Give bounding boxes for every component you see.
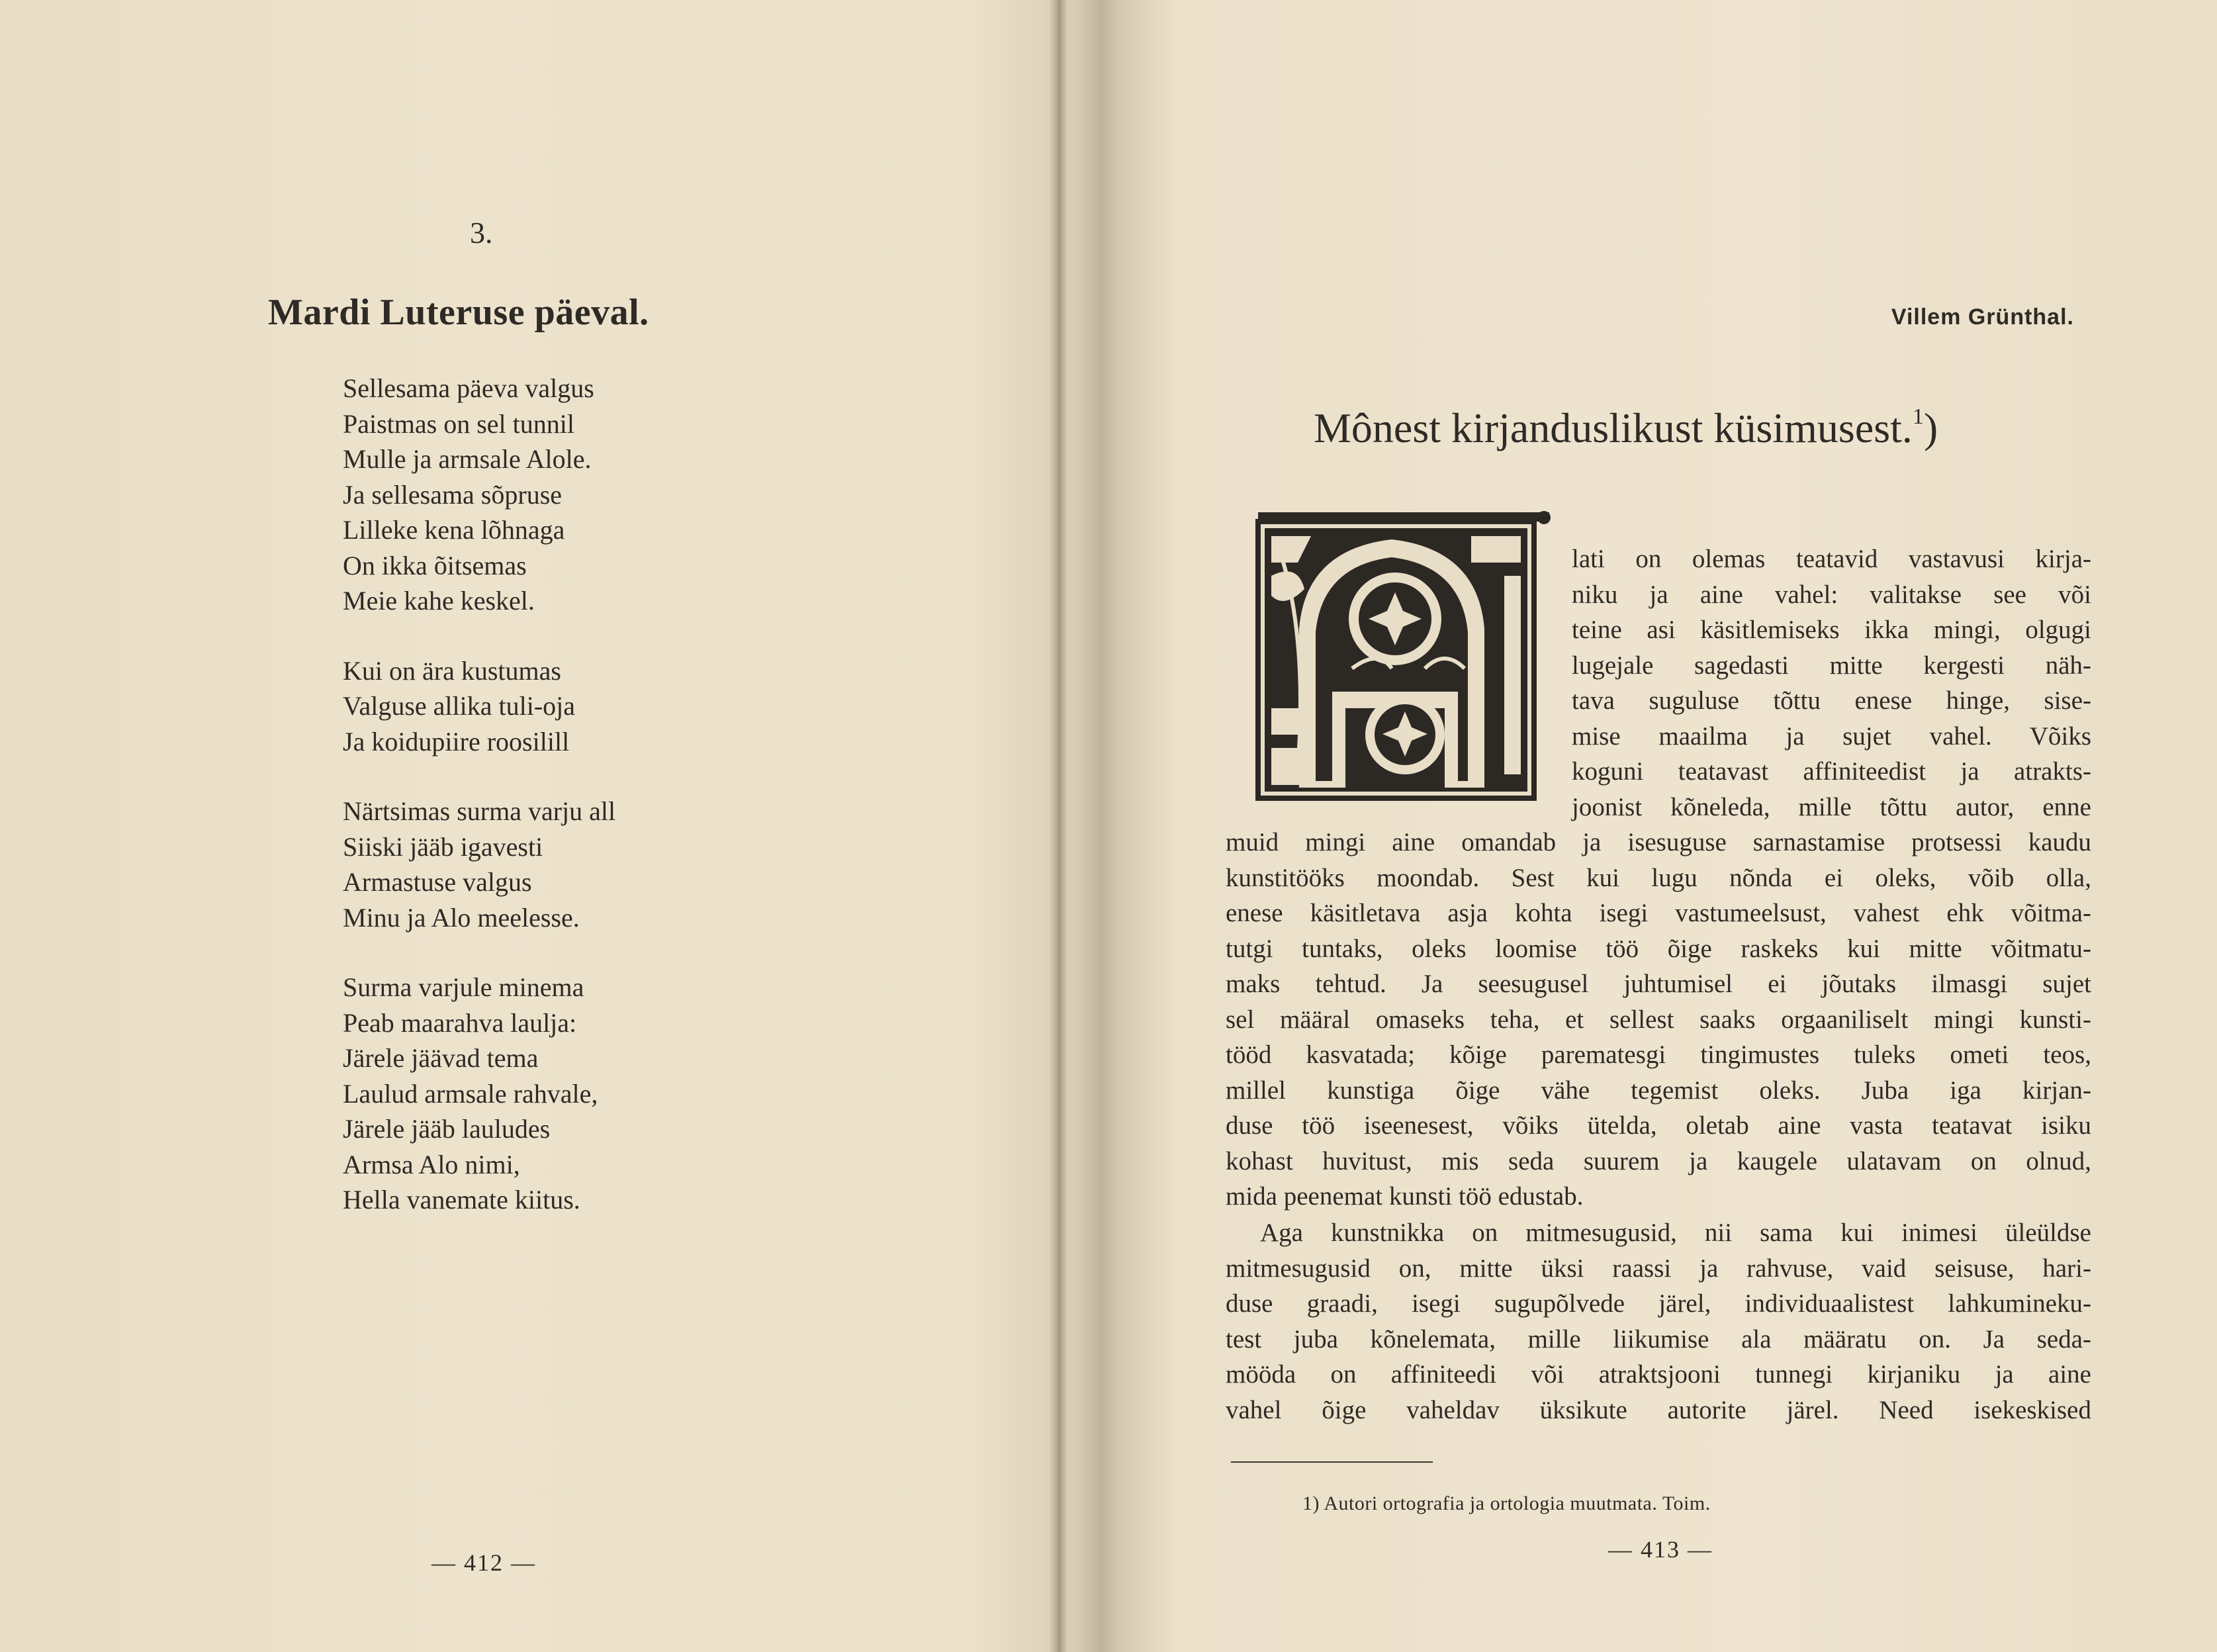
text-line: millel kunstiga õige vähe tegemist oleks. Juba iga kirjan- <box>1226 1076 2091 1105</box>
title-footnote-mark: 1 <box>1912 404 1924 429</box>
text-line: kunstitööks moondab. Sest kui lugu nõnda ei oleks, võib olla, <box>1226 863 2091 892</box>
poem-stanza <box>343 794 615 935</box>
text-line: mida peenemat kunsti töö edustab. <box>1226 1182 1584 1211</box>
poem-line: On ikka õitsemas <box>343 550 527 580</box>
text-line: mitmesugusid on, mitte üksi raassi ja rahvuse, vaid seisuse, hari- <box>1226 1254 2091 1283</box>
text-line: maks tehtud. Ja seesugusel juhtumisel ei jõutaks ilmasgi sujet <box>1226 970 2091 998</box>
poem-line: Laulud armsale rahvale, <box>343 1078 598 1109</box>
text-line: kohast huvitust, mis seda suurem ja kaugele ulatavam on olnud, <box>1226 1146 2091 1175</box>
footnote-rule <box>1231 1461 1433 1463</box>
text-line: duse graadi, isegi sugupõlvede järel, individuaalistest lahkumineku- <box>1226 1289 2091 1318</box>
poem-line: Armsa Alo nimi, <box>343 1149 520 1179</box>
poem-stanza <box>343 653 615 760</box>
footnote: 1) Autori ortografia ja ortologia muutmata. Toim. <box>1302 1492 1711 1514</box>
ornamental-initial-a-icon <box>1253 510 1556 804</box>
poem-line: Surma varjule minema <box>343 972 584 1002</box>
text-line: enese käsitletava asja kohta isegi vastumeelsust, vahest ehk võitma- <box>1226 899 2091 927</box>
poem-line: Meie kahe keskel. <box>343 586 535 616</box>
poem-line: Peab maarahva laulja: <box>343 1007 577 1038</box>
poem-line: Ja sellesama sõpruse <box>343 479 563 510</box>
text-line: tööd kasvatada; kõige parematesgi tingimustes tuleks ometi teos, <box>1226 1040 2091 1069</box>
text-line: test juba kõnelemata, mille liikumise ala määratu on. Ja seda- <box>1226 1324 2091 1354</box>
article-title-text: Mônest kirjanduslikust küsimusest. <box>1314 404 1913 451</box>
poem-line: Armastuse valgus <box>343 867 532 897</box>
poem-number: 3. <box>470 216 493 250</box>
text-line: tava suguluse tõttu enese hinge, sise- <box>1572 686 2091 715</box>
poem-line: Närtsimas surma varju all <box>343 796 616 826</box>
poem-line: Ja koidupiire roosilill <box>343 726 570 757</box>
text-line: sel määral omaseks teha, et sellest saaks orgaaniliselt mingi kunsti- <box>1226 1005 2091 1034</box>
text-line: teine asi käsitlemiseks ikka mingi, olgugi <box>1572 616 2091 644</box>
left-page <box>0 0 1059 1652</box>
first-paragraph-continued <box>1226 825 2091 1215</box>
second-paragraph <box>1226 1215 2091 1428</box>
poem-line: Mulle ja armsale Alole. <box>343 444 592 474</box>
text-line: lugejale sagedasti mitte kergesti näh- <box>1572 651 2091 680</box>
article-author: Villem Grünthal. <box>1891 304 2074 330</box>
poem-line: Hella vanemate kiitus. <box>343 1185 580 1215</box>
text-line: vahel õige vaheldav üksikute autorite järel. Need isekeskised <box>1226 1395 2091 1424</box>
poem-line: Järele jääb lauludes <box>343 1114 551 1144</box>
poem-body <box>343 371 615 1252</box>
poem-line: Minu ja Alo meelesse. <box>343 902 580 933</box>
poem-stanza <box>343 970 615 1218</box>
page-number-right: — 413 — <box>1608 1536 1713 1563</box>
poem-line: Paistmas on sel tunnil <box>343 408 574 439</box>
poem-line: Siiski jääb igavesti <box>343 831 543 862</box>
poem-title: Mardi Luteruse päeval. <box>268 292 649 333</box>
text-line: mise maailma ja sujet vahel. Võiks <box>1572 721 2091 751</box>
poem-line: Järele jäävad tema <box>343 1043 539 1073</box>
text-line: tutgi tuntaks, oleks loomise töö õige raskeks kui mitte võitmatu- <box>1226 934 2091 963</box>
text-line: joonist kõneleda, mille tõttu autor, enne <box>1572 792 2091 821</box>
page-number-left: — 412 — <box>431 1549 536 1576</box>
poem-line: Lilleke kena lõhnaga <box>343 515 565 545</box>
first-paragraph-indented <box>1572 541 2091 825</box>
poem-line: Sellesama päeva valgus <box>343 373 594 403</box>
poem-line: Kui on ära kustumas <box>343 655 561 686</box>
article-title: Mônest kirjanduslikust küsimusest.$^1$) <box>1314 404 1938 451</box>
poem-stanza <box>343 371 615 619</box>
text-line: Aga kunstnikka on mitmesugusid, nii sama kui inimesi üleüldse <box>1260 1218 2091 1247</box>
poem-line: Valguse allika tuli-oja <box>343 691 576 721</box>
text-line: duse töö iseenesest, võiks ütelda, oletab aine vasta teatavat isiku <box>1226 1111 2091 1140</box>
text-line: koguni teatavast affiniteedist ja atrakts- <box>1572 757 2091 786</box>
text-line: lati on olemas teatavid vastavusi kirja- <box>1572 545 2091 573</box>
text-line: muid mingi aine omandab ja isesuguse sarnastamise protsessi kaudu <box>1226 828 2091 856</box>
text-line: mööda on affiniteedi või atraktsjooni tunnegi kirjaniku ja aine <box>1226 1360 2091 1389</box>
text-line: niku ja aine vahel: valitakse see või <box>1572 580 2091 609</box>
